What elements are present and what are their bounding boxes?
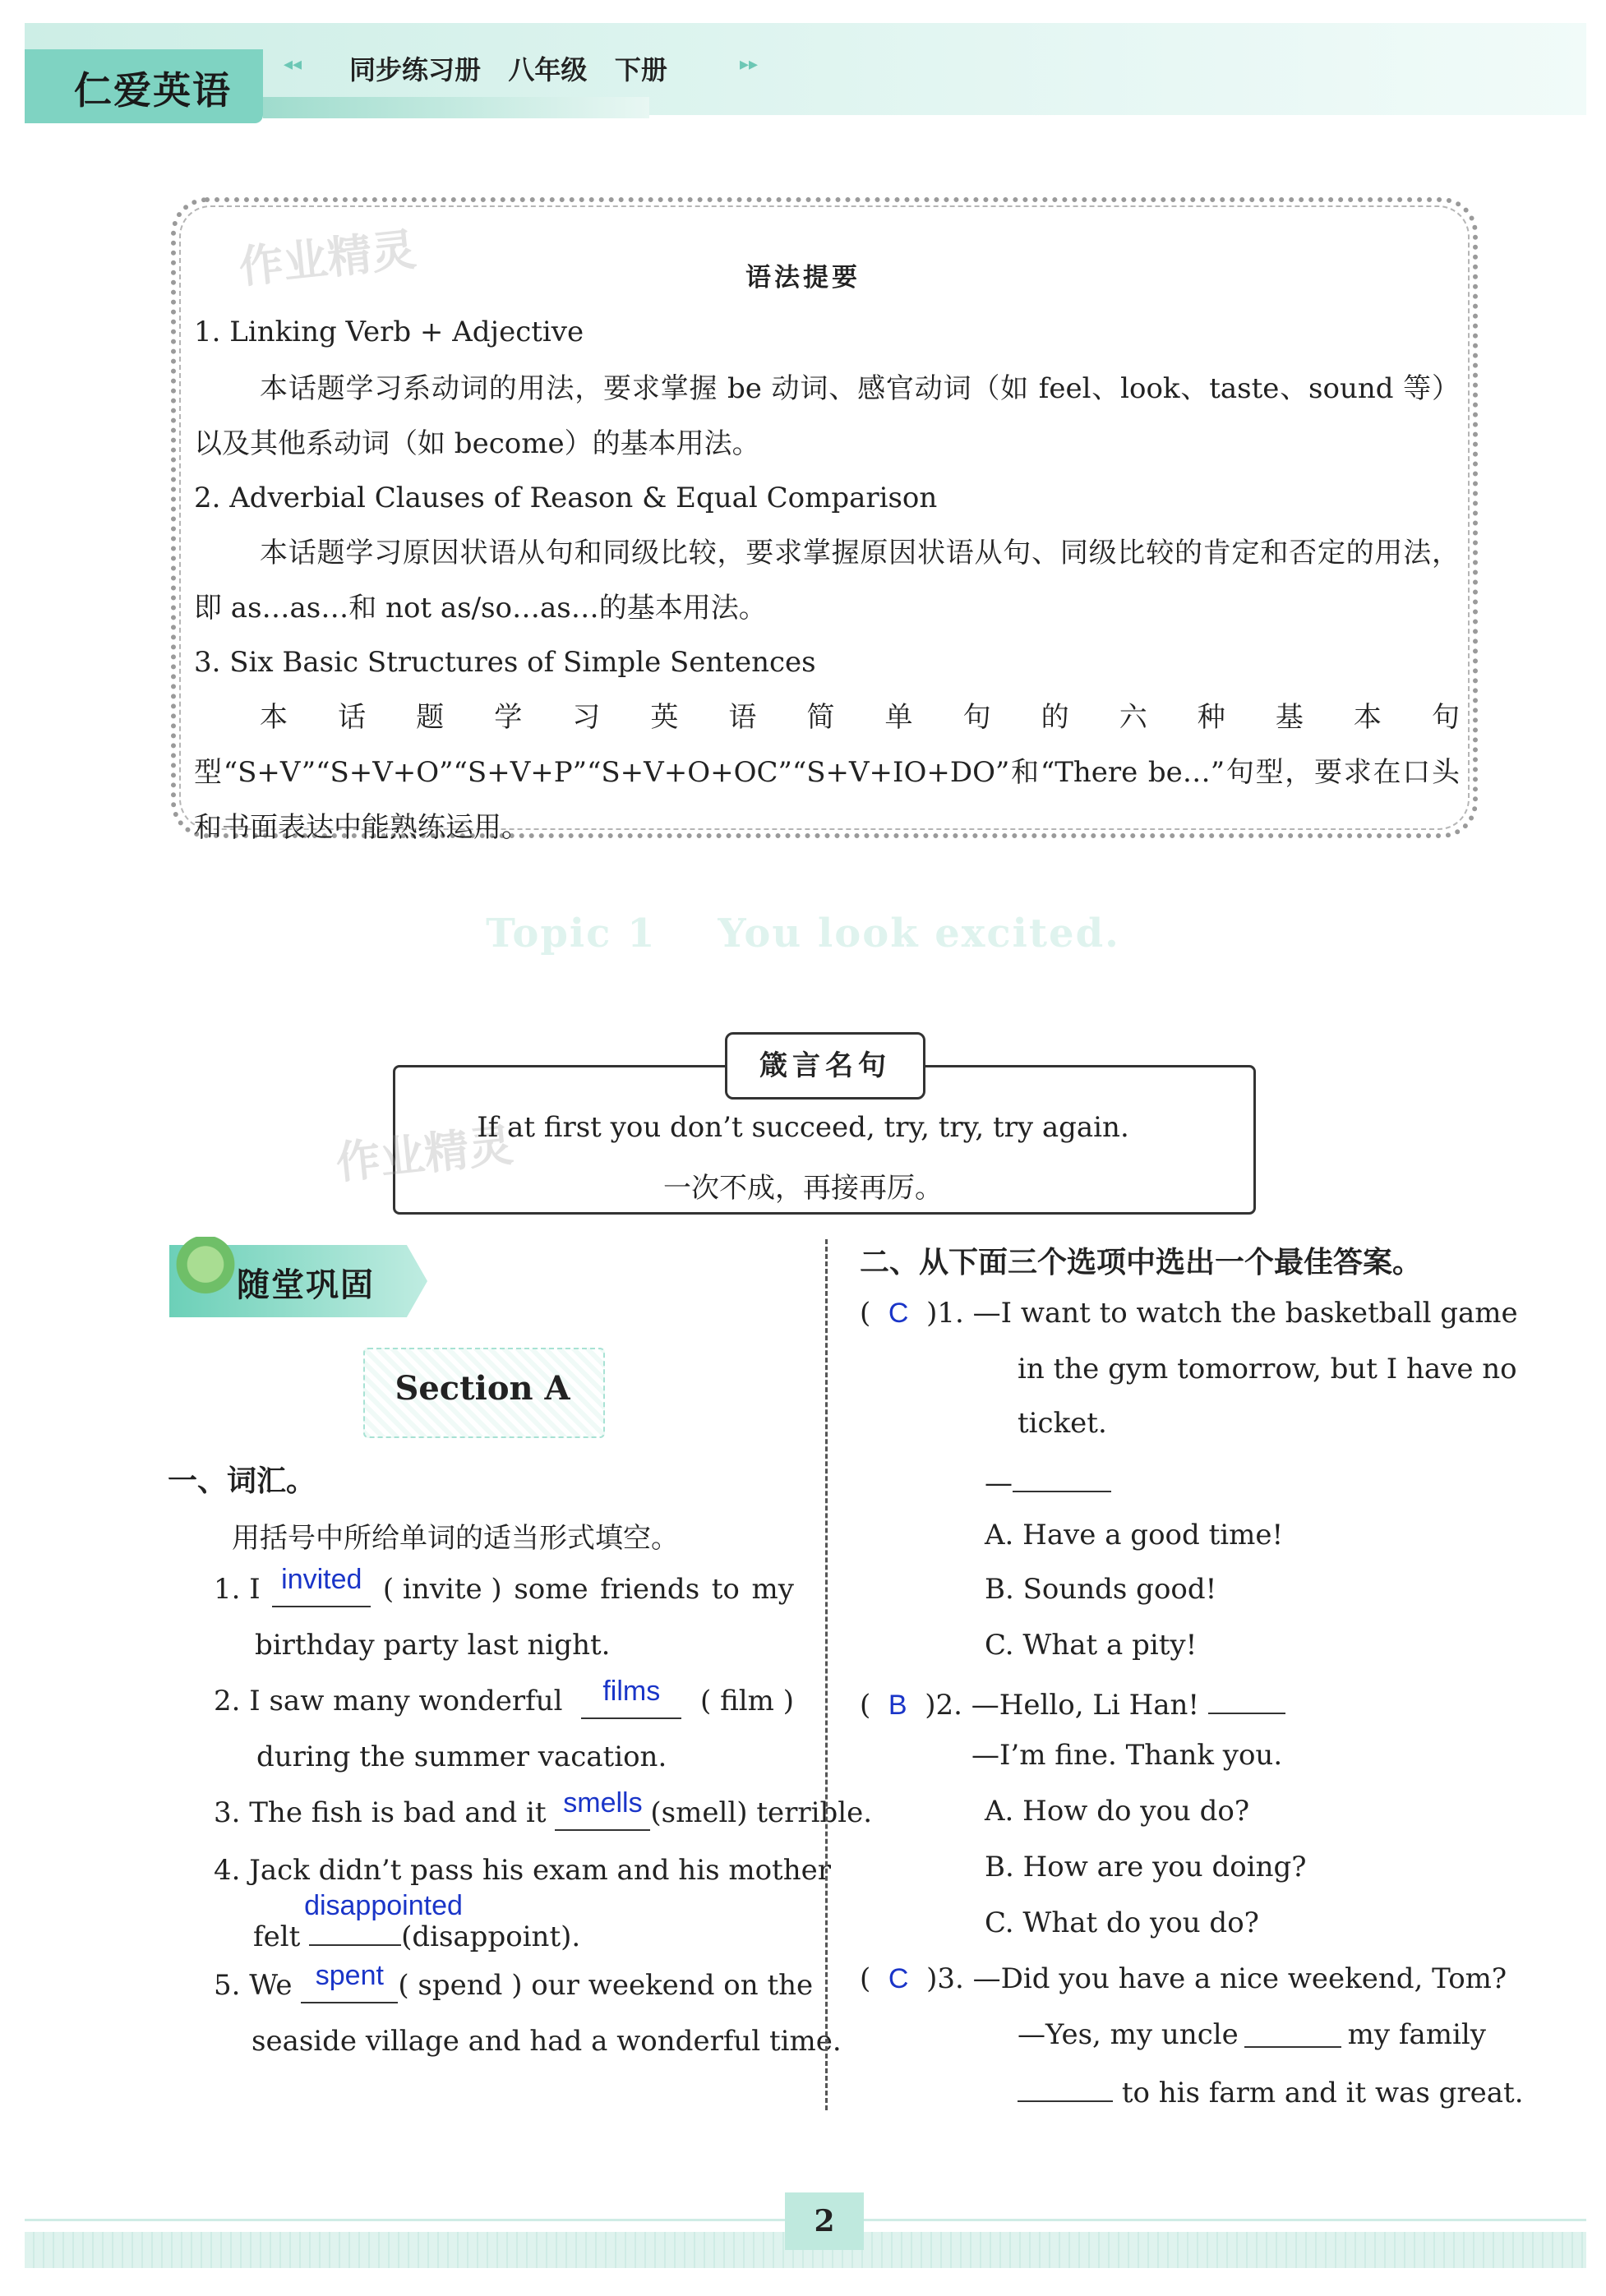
mc1-option-c: C. What a pity! [985,1629,1198,1662]
watermark: 作业精灵 [333,1118,516,1190]
q1-word: to [711,1573,740,1606]
motto-chinese: 一次不成，再接再厉。 [663,1172,943,1205]
mc3-stem-2a: —Yes, my uncle [1018,2018,1239,2051]
question-2-line1 [214,1676,794,1719]
mc3-blank-1 [1244,2018,1341,2048]
column-divider [825,1239,829,2110]
question-2-line2: during the summer vacation. [256,1740,667,1773]
q2-answer-blank [581,1676,681,1719]
q5-hint: ( spend ) our weekend on the [398,1969,814,2002]
mc3-blank-2 [1018,2072,1113,2102]
mc2-blank [1208,1685,1285,1714]
q3-hint: (smell) terrible. [650,1796,873,1829]
grammar-heading-2: 2. Adverbial Clauses of Reason & Equal Comparison [194,482,938,514]
motto-english: If at first you don’t succeed, try, try, try again. [477,1111,1129,1144]
question-5-line1 [214,1960,814,2003]
mc2-reply: —I’m fine. Thank you. [971,1739,1283,1772]
topic-title: Topic 1 You look excited. [486,911,1120,957]
left-arrow-icon: ◂◂ [284,54,302,75]
q5-answer: spent [315,1960,384,1991]
header-strip [263,97,649,118]
question-4-line1: 4. Jack didn’t pass his exam and his mother [214,1854,831,1887]
mc1-option-a: A. Have a good time! [985,1519,1284,1551]
motto-tag: 箴言名句 [725,1032,925,1100]
q3-prefix: 3. The fish is bad and it [214,1796,547,1829]
mc3-stem: —Did you have a nice weekend, Tom? [972,1962,1507,1995]
mc2-stem: —Hello, Li Han! [971,1689,1200,1722]
section-title: Section A [395,1369,570,1408]
part1-instruction: 用括号中所给单词的适当形式填空。 [232,1522,679,1555]
mc1-blank [1013,1463,1111,1492]
mc1-reply [985,1463,1111,1500]
q1-word: friends [600,1573,700,1606]
grammar-text-2: 本话题学习原因状语从句和同级比较，要求掌握原因状语从句、同级比较的肯定和否定的用法，即 as…as…和 not as/so…as…的基本用法。 [194,537,1460,625]
q2-prefix: 2. I saw many wonderful [214,1685,563,1717]
right-arrow-icon: ▸▸ [740,54,759,75]
mc1-answer: C [888,1298,909,1329]
q1-word: some [514,1573,588,1606]
q1-prefix: 1. I [214,1573,261,1606]
badge-label: 随堂巩固 [237,1266,375,1304]
grammar-text-1: 本话题学习系动词的用法，要求掌握 be 动词、感官动词（如 feel、look、taste、sound 等）以及其他系动词（如 become）的基本用法。 [194,372,1460,460]
grammar-heading-3: 3. Six Basic Structures of Simple Sentences [194,646,816,679]
question-4-line2 [253,1890,581,1953]
mc2-option-a: A. How do you do? [985,1795,1250,1828]
mc3-answer: C [888,1963,909,1994]
q5-answer-blank [301,1960,398,2003]
q4-answer-blank [304,1890,463,1946]
mc1-reply-dash: — [985,1467,1013,1500]
q5-prefix: 5. We [214,1969,293,2002]
mc1-stem: —I want to watch the basketball game [972,1297,1518,1330]
grammar-heading-1: 1. Linking Verb + Adjective [194,316,584,348]
question-5-line2: seaside village and had a wonderful time. [252,2025,842,2058]
q1-answer: invited [281,1564,362,1595]
q4-hint: (disappoint). [401,1920,581,1953]
q1-word: my [751,1573,794,1606]
question-1-line2: birthday party last night. [255,1629,611,1662]
mc2-option-c: C. What do you do? [985,1906,1259,1939]
mc1-option-b: B. Sounds good! [985,1573,1217,1606]
grammar-text-3: 本话题学习英语简单句的六种基本句型“S+V”“S+V+O”“S+V+P”“S+V+O+OC”“S+V+IO+DO”和“There be…”句型，要求在口头和书面表达中能熟练运用。 [194,701,1460,844]
question-3 [214,1787,873,1831]
q1-answer-blank [272,1564,371,1607]
mc-question-2: ( B )2. —Hello, Li Han! [860,1685,1285,1722]
page-number: 2 [785,2192,864,2250]
mc-question-1: ( C )1. —I want to watch the basketball game [860,1297,1518,1330]
q2-answer: films [602,1676,661,1707]
question-1-line1 [214,1564,794,1607]
mc2-option-b: B. How are you doing? [985,1851,1307,1883]
q4-answer: disappointed [304,1890,463,1921]
q2-hint: ( film ) [700,1685,794,1717]
mc3-stem-3-text: to his farm and it was great. [1121,2077,1524,2109]
mc1-stem-3: ticket. [1018,1407,1107,1440]
q1-hint: ( invite ) [382,1573,502,1606]
mc3-stem-2 [1018,2018,1486,2051]
mc2-answer: B [888,1690,907,1721]
mc3-stem-3 [1018,2072,1524,2109]
mc2-number: )2. [925,1689,962,1722]
mc1-stem-2: in the gym tomorrow, but I have no [1018,1353,1517,1385]
part2-title: 二、从下面三个选项中选出一个最佳答案。 [860,1246,1423,1279]
part1-title: 一、词汇。 [168,1464,316,1498]
mascot-icon [174,1237,237,1316]
q3-answer: smells [563,1787,643,1819]
q3-answer-blank [555,1787,650,1831]
watermark: 作业精灵 [236,223,419,294]
grammar-title: 语法提要 [745,263,861,293]
mc-question-3: ( C )3. —Did you have a nice weekend, Tom? [860,1962,1507,1995]
mc3-stem-2b: my family [1347,2018,1486,2051]
mc3-number: )3. [926,1962,964,1995]
q4-prefix: felt [253,1920,301,1953]
book-logo: 仁爱英语 [74,68,232,113]
book-title: 同步练习册 八年级 下册 [349,54,667,85]
mc1-number: )1. [926,1297,964,1330]
